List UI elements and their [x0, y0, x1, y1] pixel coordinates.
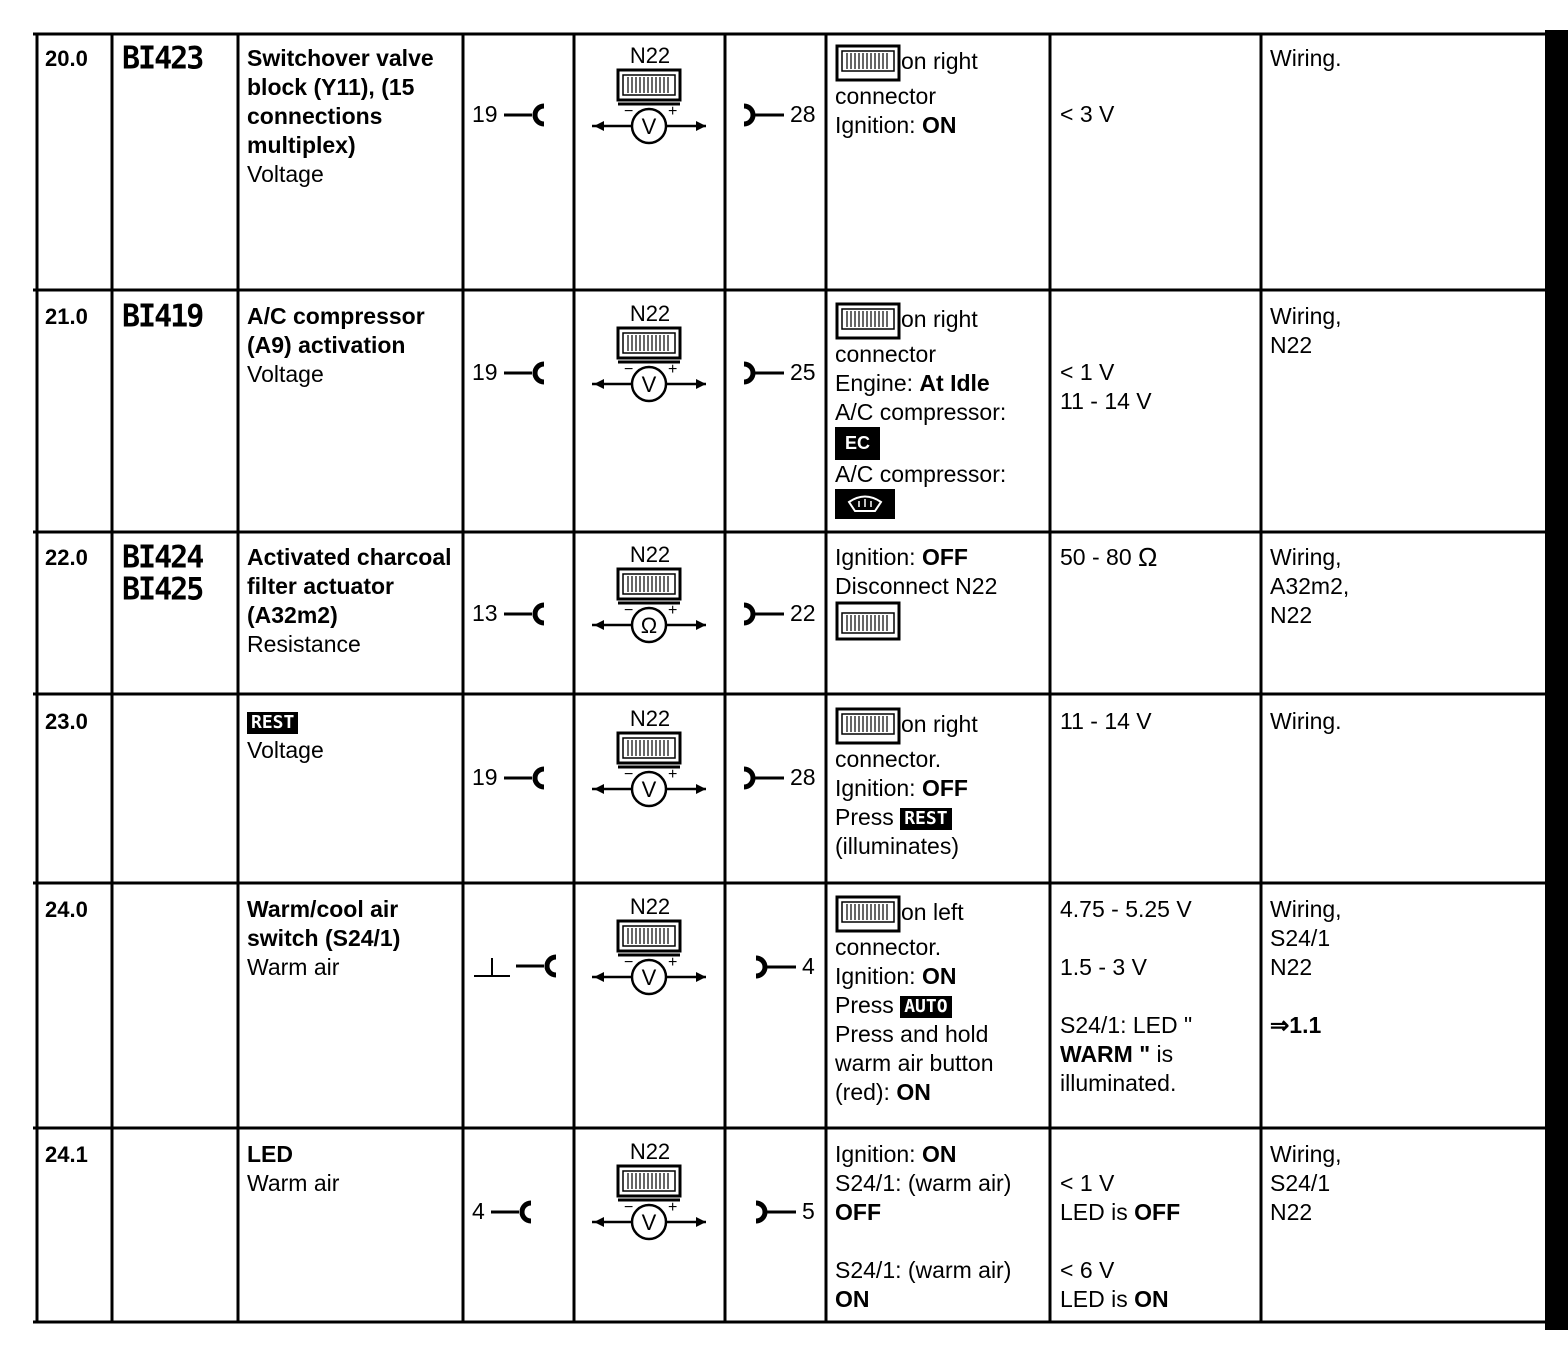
- component-name: Switchover valve block (Y11), (15 connections multiplex): [247, 45, 434, 158]
- specified-value: < 1 V: [1060, 359, 1115, 385]
- measurement-type: Warm air: [247, 1170, 340, 1196]
- condition-text: on left: [901, 899, 964, 926]
- socket-icon: [752, 955, 798, 979]
- meter-cell: [590, 302, 710, 410]
- specified-value-bold: OFF: [1134, 1199, 1181, 1225]
- specified-value: < 3 V: [1060, 101, 1115, 127]
- svg-text:−: −: [624, 1199, 634, 1216]
- pin-left: [472, 952, 562, 980]
- condition-text: Press: [835, 804, 901, 830]
- condition-text: on right: [901, 711, 978, 738]
- specified-value-bold: WARM ": [1060, 1041, 1151, 1067]
- measurement-type: Warm air: [247, 954, 340, 980]
- meter-symbol: V: [641, 372, 657, 397]
- meter-symbol: Ω: [640, 613, 658, 638]
- plug-icon: [502, 103, 548, 127]
- component-name: Warm/cool air switch (S24/1): [247, 896, 401, 951]
- specified-values: [1060, 1169, 1255, 1314]
- ground-plug-icon: [472, 952, 562, 980]
- remedy: Wiring.: [1270, 708, 1342, 734]
- test-conditions: [835, 302, 1045, 526]
- remedy-item: Wiring,: [1270, 896, 1342, 922]
- condition-text: connector.: [835, 746, 942, 772]
- condition-text: connector.: [835, 934, 942, 960]
- pin-left: [472, 100, 548, 129]
- rest-button-badge: REST: [247, 712, 298, 734]
- plug-icon: [502, 766, 548, 790]
- fault-code: BI425: [122, 571, 203, 608]
- pin-left-number: 19: [472, 764, 498, 790]
- test-conditions: [835, 543, 1045, 641]
- pin-right-number: 28: [790, 101, 816, 127]
- remedy-item: S24/1: [1270, 925, 1331, 951]
- pin-left: [472, 599, 548, 628]
- svg-text:+: +: [668, 361, 678, 378]
- specified-value-bold: ON: [1134, 1286, 1169, 1312]
- specified-values: [1060, 358, 1152, 416]
- condition-text: Engine:: [835, 370, 920, 396]
- component-cell: [247, 543, 457, 659]
- component-name: A/C compressor (A9) activation: [247, 303, 425, 358]
- remedy: [1270, 302, 1342, 360]
- condition-text: Ignition:: [835, 112, 922, 138]
- meter-label: N22: [629, 43, 671, 68]
- condition-text: Press and hold: [835, 1021, 989, 1047]
- condition-value: ON: [921, 963, 957, 989]
- auto-button-badge: AUTO: [900, 996, 951, 1018]
- pin-right: [740, 763, 816, 792]
- pin-right-number: 25: [790, 359, 816, 385]
- plug-icon: [502, 602, 548, 626]
- measurement-type: Resistance: [247, 631, 361, 657]
- measurement-type: Voltage: [247, 737, 324, 763]
- remedy-item: Wiring,: [1270, 544, 1342, 570]
- test-conditions: [835, 895, 1050, 1107]
- remedy: [1270, 1140, 1342, 1227]
- cross-reference-link[interactable]: ⇒1.1: [1270, 1012, 1322, 1038]
- ohm-unit: Ω: [1138, 542, 1158, 572]
- condition-text: Ignition:: [835, 775, 922, 801]
- socket-icon: [752, 1200, 798, 1224]
- connector-icon: [835, 895, 901, 933]
- fault-code: BI424: [122, 539, 203, 576]
- meter-label: N22: [629, 542, 671, 567]
- specified-value: 11 - 14 V: [1060, 708, 1152, 734]
- specified-values: [1060, 895, 1255, 1098]
- remedy-item: Wiring,: [1270, 1141, 1342, 1167]
- specified-value: 4.75 - 5.25 V: [1060, 896, 1192, 922]
- svg-text:+: +: [668, 1199, 678, 1216]
- specified-value: S24/1: LED ": [1060, 1012, 1193, 1038]
- remedy-item: N22: [1270, 1199, 1313, 1225]
- condition-text: S24/1: (warm air): [835, 1170, 1012, 1196]
- measurement-type: Voltage: [247, 161, 324, 187]
- row-number: 22.0: [45, 545, 88, 570]
- pin-right-number: 22: [790, 600, 816, 626]
- remedy-item: S24/1: [1270, 1170, 1331, 1196]
- pin-right: [752, 952, 815, 981]
- condition-value: ON: [921, 1141, 957, 1167]
- svg-text:−: −: [624, 103, 634, 120]
- remedy: Wiring.: [1270, 45, 1342, 71]
- test-conditions: [835, 707, 1045, 861]
- meter-symbol: V: [641, 777, 657, 802]
- condition-value: OFF: [835, 1199, 881, 1225]
- condition-text: Ignition:: [835, 1141, 922, 1167]
- pin-left-number: 13: [472, 600, 498, 626]
- meter-symbol: V: [641, 965, 657, 990]
- condition-text: on right: [901, 306, 978, 333]
- svg-text:−: −: [624, 766, 634, 783]
- svg-text:−: −: [624, 602, 634, 619]
- svg-text:+: +: [668, 602, 678, 619]
- connector-icon: [835, 302, 901, 340]
- fault-code: BI423: [122, 40, 203, 77]
- pin-right-number: 5: [802, 1198, 815, 1224]
- condition-text: warm air button: [835, 1050, 994, 1076]
- socket-icon: [740, 602, 786, 626]
- meter-label: N22: [629, 1139, 671, 1164]
- meter-label: N22: [629, 706, 671, 731]
- connector-icon: [835, 707, 901, 745]
- multimeter-icon: [590, 1164, 710, 1248]
- pin-right: [740, 599, 816, 628]
- pin-right: [752, 1197, 815, 1226]
- component-cell: [247, 302, 457, 389]
- pin-left-number: 19: [472, 101, 498, 127]
- specified-value: is: [1150, 1041, 1174, 1067]
- specified-value: LED is: [1060, 1199, 1135, 1225]
- row-number: 21.0: [45, 304, 88, 329]
- rest-button-badge: REST: [900, 808, 951, 830]
- condition-text: on right: [901, 48, 978, 75]
- meter-cell: [590, 44, 710, 152]
- svg-text:+: +: [668, 954, 678, 971]
- component-name: LED: [247, 1141, 293, 1167]
- specified-value: LED is: [1060, 1286, 1135, 1312]
- row-number: 23.0: [45, 709, 88, 734]
- condition-value: ON: [835, 1286, 870, 1312]
- multimeter-icon: [590, 731, 710, 815]
- svg-text:−: −: [624, 361, 634, 378]
- condition-value: OFF: [921, 775, 968, 801]
- condition-text: (illuminates): [835, 833, 959, 859]
- remedy-item: N22: [1270, 602, 1313, 628]
- remedy: [1270, 895, 1342, 1040]
- condition-value: ON: [921, 112, 957, 138]
- pin-left-number: 4: [472, 1198, 485, 1224]
- meter-cell: [590, 707, 710, 815]
- row-number: 24.1: [45, 1142, 88, 1167]
- specified-value: 1.5 - 3 V: [1060, 954, 1147, 980]
- condition-text: S24/1: (warm air): [835, 1257, 1012, 1283]
- specified-value: [1060, 543, 1157, 572]
- fault-code: BI419: [122, 298, 203, 335]
- condition-text: (red):: [835, 1079, 897, 1105]
- component-cell: [247, 895, 457, 982]
- pin-left: [472, 1197, 535, 1226]
- multimeter-icon: [590, 326, 710, 410]
- svg-text:−: −: [624, 954, 634, 971]
- pin-right-number: 28: [790, 764, 816, 790]
- ec-button-badge: EC: [835, 427, 880, 460]
- pin-left-number: 19: [472, 359, 498, 385]
- condition-text: connector: [835, 83, 937, 109]
- condition-text: A/C compressor:: [835, 461, 1007, 487]
- test-conditions: [835, 44, 1045, 140]
- component-cell: [247, 44, 457, 189]
- condition-text: Disconnect N22: [835, 573, 998, 599]
- measurement-type: Voltage: [247, 361, 324, 387]
- multimeter-icon: [590, 919, 710, 1003]
- specified-value: < 1 V: [1060, 1170, 1115, 1196]
- pin-right: [740, 358, 816, 387]
- remedy-item: A32m2,: [1270, 573, 1350, 599]
- connector-icon: [835, 601, 901, 641]
- defrost-button-icon: [835, 489, 895, 519]
- meter-cell: [590, 895, 710, 1003]
- pin-right: [740, 100, 816, 129]
- specified-value: illuminated.: [1060, 1070, 1177, 1096]
- remedy: [1270, 543, 1349, 630]
- condition-text: connector: [835, 341, 937, 367]
- socket-icon: [740, 766, 786, 790]
- pin-left: [472, 358, 548, 387]
- remedy-item: N22: [1270, 954, 1313, 980]
- meter-label: N22: [629, 894, 671, 919]
- connector-icon: [835, 44, 901, 82]
- pin-left: [472, 763, 548, 792]
- meter-label: N22: [629, 301, 671, 326]
- condition-text: Ignition:: [835, 963, 922, 989]
- socket-icon: [740, 103, 786, 127]
- condition-value: ON: [896, 1079, 931, 1105]
- meter-cell: [590, 543, 710, 651]
- component-cell: [247, 1140, 457, 1198]
- meter-cell: [590, 1140, 710, 1248]
- component-cell: [247, 707, 457, 765]
- multimeter-icon: [590, 68, 710, 152]
- condition-text: Ignition:: [835, 544, 922, 570]
- svg-text:+: +: [668, 103, 678, 120]
- remedy-item: N22: [1270, 332, 1313, 358]
- row-number: 20.0: [45, 46, 88, 71]
- condition-text: Press: [835, 992, 901, 1018]
- meter-symbol: V: [641, 114, 657, 139]
- remedy-item: Wiring,: [1270, 303, 1342, 329]
- specified-value: 11 - 14 V: [1060, 388, 1152, 414]
- meter-symbol: V: [641, 1210, 657, 1235]
- plug-icon: [502, 361, 548, 385]
- pin-right-number: 4: [802, 953, 815, 979]
- plug-icon: [489, 1200, 535, 1224]
- condition-text: A/C compressor:: [835, 399, 1007, 425]
- svg-text:+: +: [668, 766, 678, 783]
- right-edge-bar: [1545, 30, 1568, 1330]
- test-conditions: [835, 1140, 1050, 1314]
- component-name: Activated charcoal filter actuator (A32m2): [247, 544, 452, 628]
- row-number: 24.0: [45, 897, 88, 922]
- ohmmeter-icon: [590, 567, 710, 651]
- specified-range: 50 - 80: [1060, 544, 1138, 570]
- socket-icon: [740, 361, 786, 385]
- specified-value: < 6 V: [1060, 1257, 1115, 1283]
- condition-value: OFF: [921, 544, 968, 570]
- condition-value: At Idle: [919, 370, 990, 396]
